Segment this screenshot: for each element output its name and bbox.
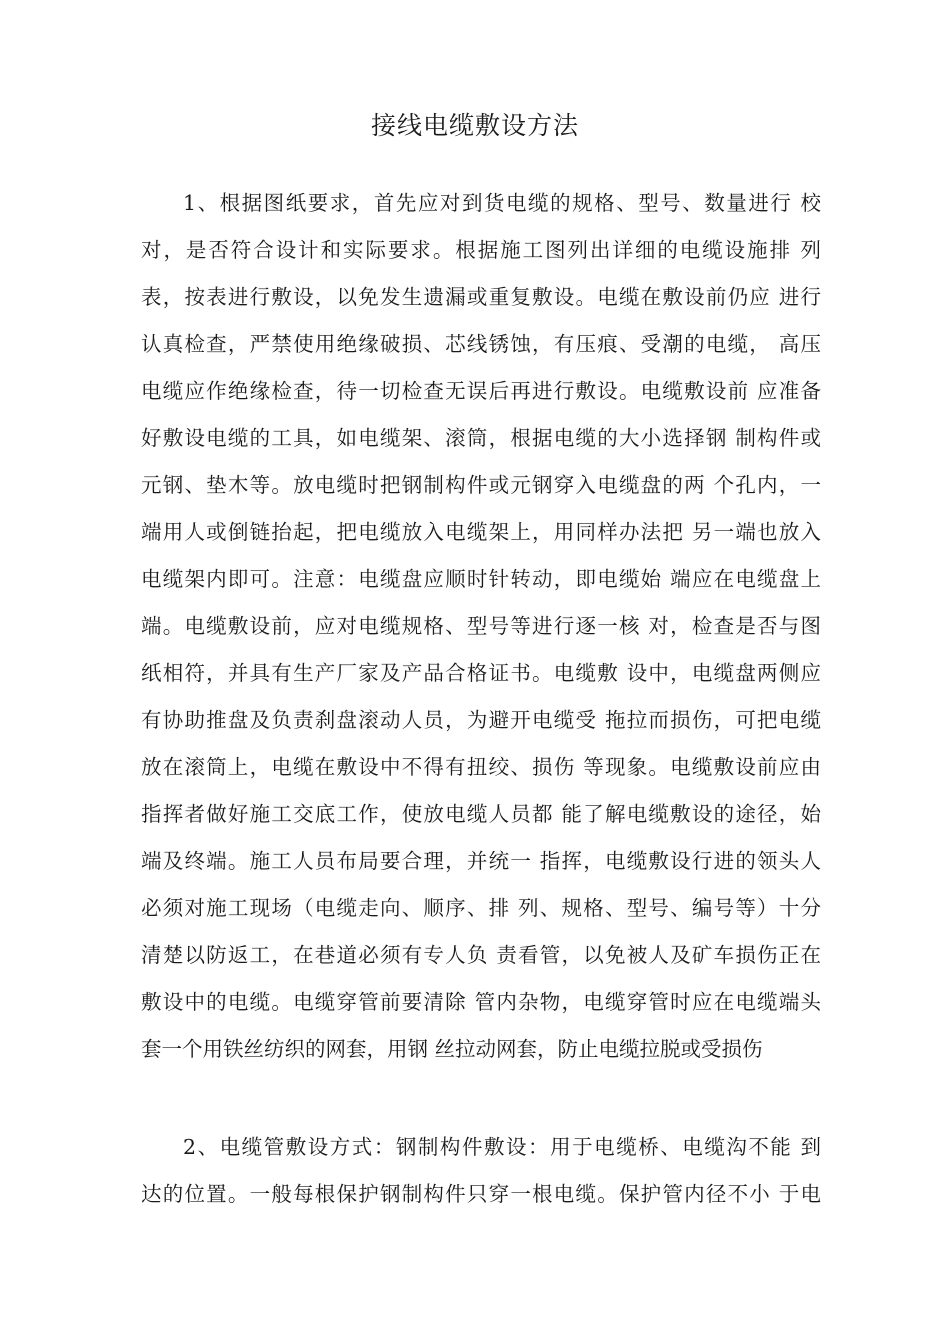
text-line: 指挥者做好施工交底工作，使放电缆人员都 能了解电缆敷设的途径，始 — [141, 802, 821, 826]
text-line: 清楚以防返工，在巷道必须有专人负 责看管，以免被人及矿车损伤正在 — [141, 943, 821, 967]
text-line: 敷设中的电缆。电缆穿管前要清除 管内杂物，电缆穿管时应在电缆端头 — [141, 990, 821, 1014]
document-title: 接线电缆敷设方法 — [370, 111, 579, 140]
text-line: 电缆架内即可。注意：电缆盘应顺时针转动，即电缆始 端应在电缆盘上 — [141, 567, 821, 591]
text-line: 必须对施工现场（电缆走向、顺序、排 列、规格、型号、编号等）十分 — [141, 896, 821, 920]
text-line: 好敷设电缆的工具，如电缆架、滚筒，根据电缆的大小选择钢 制构件或 — [141, 426, 821, 450]
paragraph-2 — [141, 1124, 821, 1218]
text-line: 对，是否符合设计和实际要求。根据施工图列出详细的电缆设施排 列 — [141, 238, 821, 262]
text-line: 放在滚筒上，电缆在敷设中不得有扭绞、损伤 等现象。电缆敷设前应由 — [141, 755, 821, 779]
text-line: 端。电缆敷设前，应对电缆规格、型号等进行逐一核 对，检查是否与图 — [141, 614, 821, 638]
text-line: 端及终端。施工人员布局要合理，并统一 指挥，电缆敷设行进的领头人 — [141, 849, 821, 873]
paragraph-1 — [141, 180, 821, 1073]
text-line: 端用人或倒链抬起，把电缆放入电缆架上，用同样办法把 另一端也放入 — [141, 520, 821, 544]
text-line: 达的位置。一般每根保护钢制构件只穿一根电缆。保护管内径不小 于电 — [141, 1182, 821, 1206]
text-line: 2、电缆管敷设方式：钢制构件敷设：用于电缆桥、电缆沟不能 到 — [183, 1135, 821, 1159]
text-line: 元钢、垫木等。放电缆时把钢制构件或元钢穿入电缆盘的两 个孔内，一 — [141, 473, 821, 497]
text-line: 认真检查，严禁使用绝缘破损、芯线锈蚀，有压痕、受潮的电缆， 高压 — [141, 332, 821, 356]
text-line: 套一个用铁丝纺织的网套，用钢 丝拉动网套，防止电缆拉脱或受损伤 — [141, 1037, 763, 1061]
text-line: 表，按表进行敷设，以免发生遗漏或重复敷设。电缆在敷设前仍应 进行 — [141, 285, 821, 309]
text-line: 1、根据图纸要求，首先应对到货电缆的规格、型号、数量进行 校 — [183, 191, 821, 215]
text-line: 有协助推盘及负责刹盘滚动人员，为避开电缆受 拖拉而损伤，可把电缆 — [141, 708, 821, 732]
text-line: 纸相符，并具有生产厂家及产品合格证书。电缆敷 设中，电缆盘两侧应 — [141, 661, 821, 685]
text-line: 电缆应作绝缘检查，待一切检查无误后再进行敷设。电缆敷设前 应准备 — [141, 379, 821, 403]
